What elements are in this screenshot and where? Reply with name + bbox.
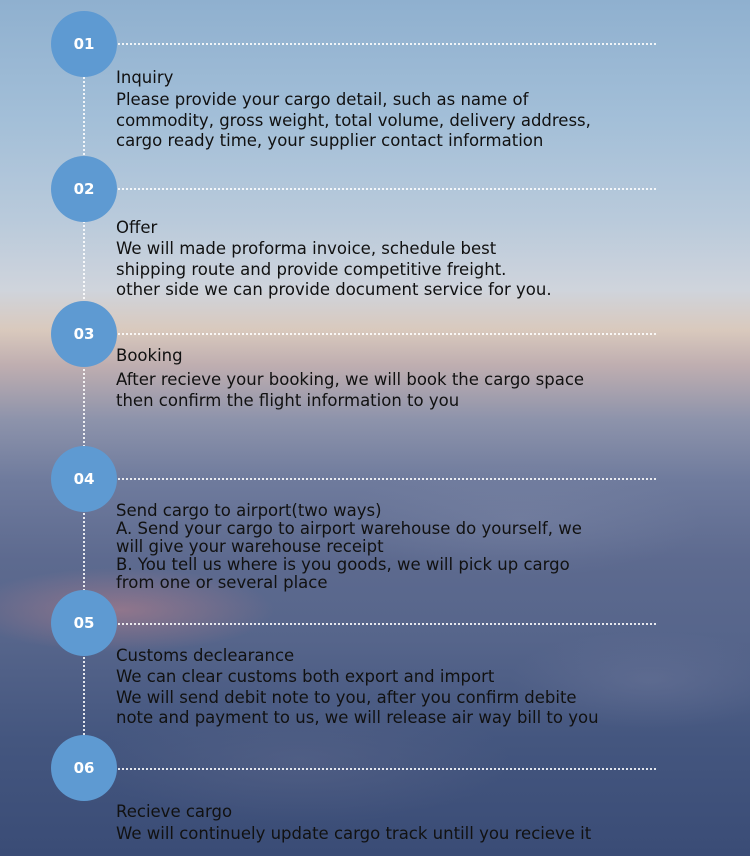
- step-3-number-badge: 03: [51, 301, 117, 367]
- step-6-description: We will continuely update cargo track untill you recieve it: [116, 824, 592, 843]
- step-5-divider: [118, 623, 656, 625]
- step-1-divider: [118, 43, 656, 45]
- step-2-number-badge: 02: [51, 156, 117, 222]
- step-2-divider: [118, 188, 656, 190]
- step-5-description: We can clear customs both export and import We will send debit note to you, after you confirm debite note and payment to us, we will release air way bill to you: [116, 667, 599, 727]
- step-4-number-badge: 04: [51, 446, 117, 512]
- step-3-divider: [118, 333, 656, 335]
- step-4-divider: [118, 478, 656, 480]
- step-2-title: Offer: [116, 218, 158, 237]
- step-1-number-badge: 01: [51, 11, 117, 77]
- step-3-title: Booking: [116, 346, 183, 365]
- step-5-number-badge: 05: [51, 590, 117, 656]
- step-3-description: After recieve your booking, we will book the cargo space then confirm the flight information to you: [116, 370, 585, 410]
- step-5-title: Customs declearance: [116, 646, 295, 665]
- step-1-title: Inquiry: [116, 68, 174, 87]
- step-1-description: Please provide your cargo detail, such as name of commodity, gross weight, total volume, delivery address, cargo ready time, your supplier contact information: [116, 90, 591, 150]
- step-6-title: Recieve cargo: [116, 802, 233, 821]
- step-6-number-badge: 06: [51, 735, 117, 801]
- step-4-title: Send cargo to airport(two ways): [116, 501, 382, 520]
- step-6-divider: [118, 768, 656, 770]
- step-2-description: We will made proforma invoice, schedule best shipping route and provide competitive freight. other side we can provide document service for you.: [116, 239, 552, 299]
- step-4-description: A. Send your cargo to airport warehouse do yourself, we will give your warehouse receipt B. You tell us where is you goods, we will pick up cargo from one or several place: [116, 519, 582, 592]
